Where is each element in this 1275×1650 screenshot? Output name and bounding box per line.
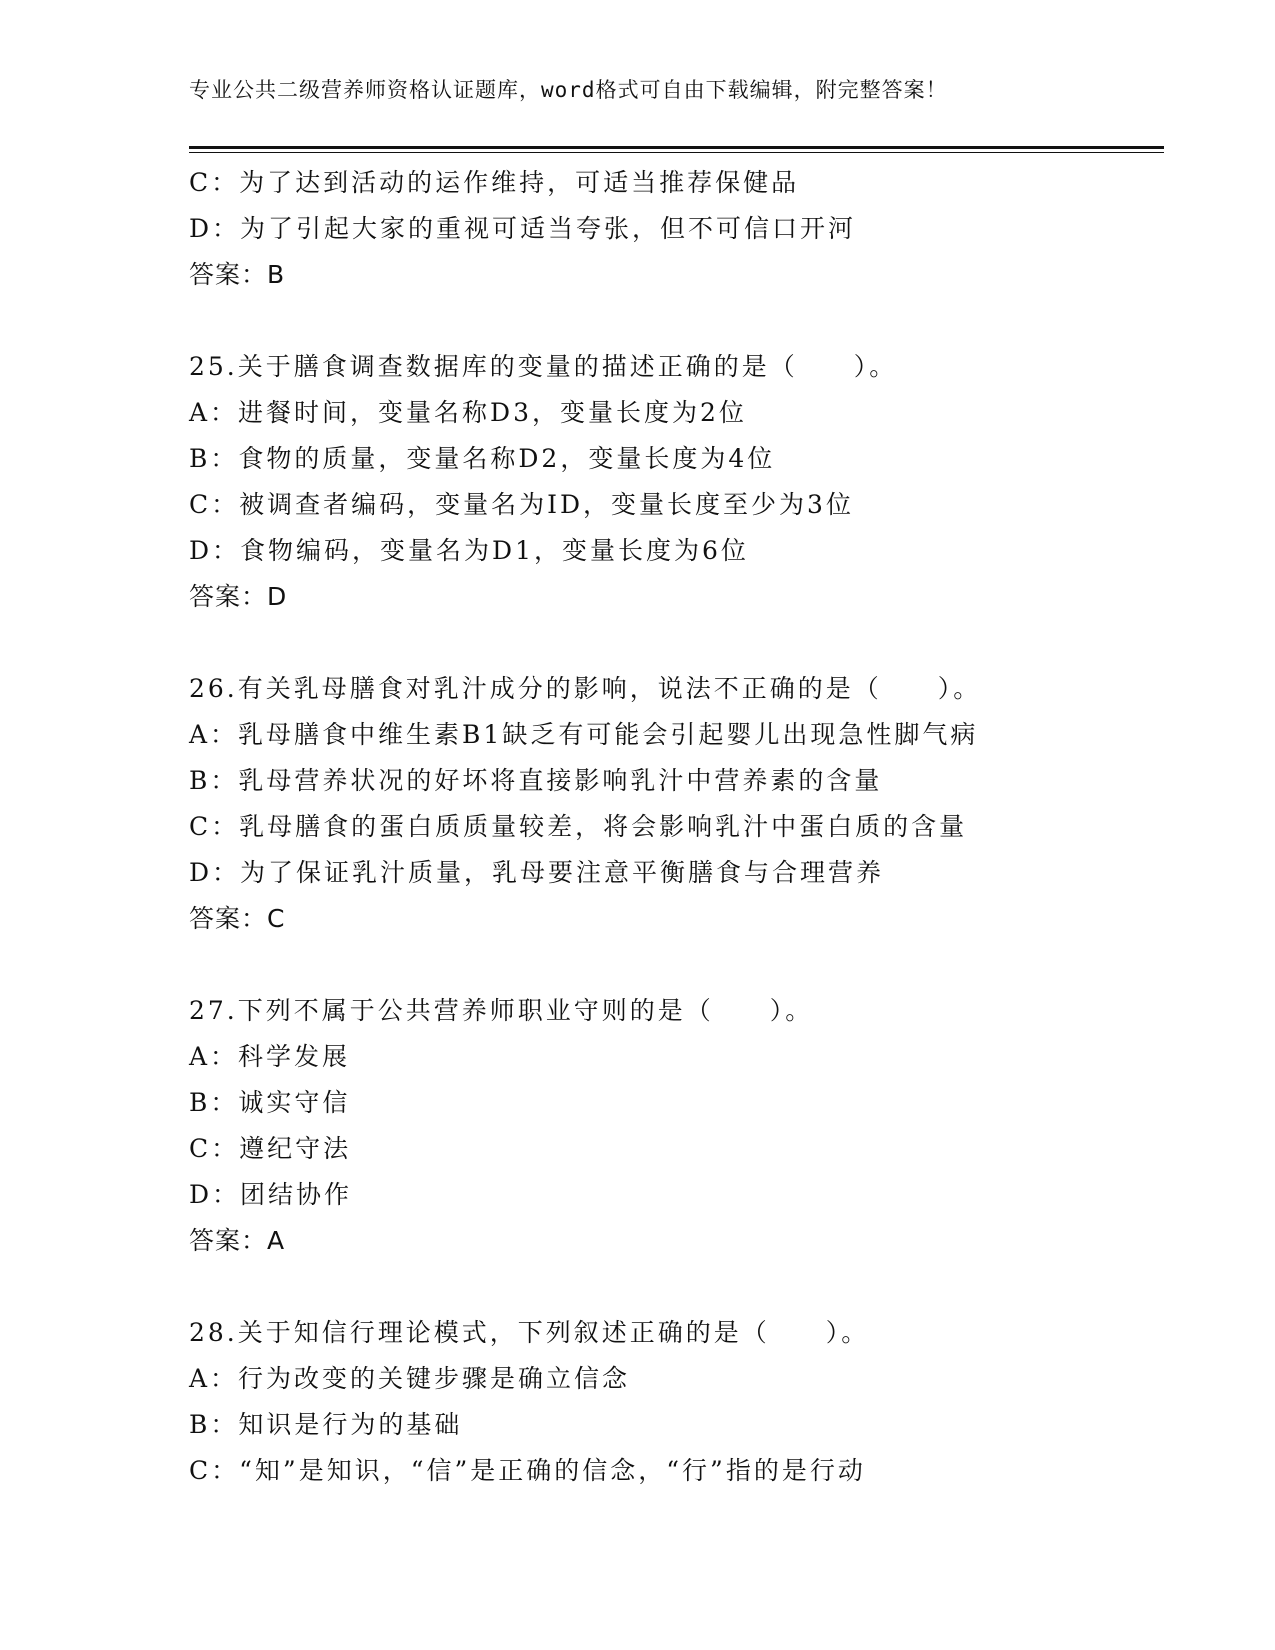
answer: 答案：C [189, 904, 286, 933]
option-b: B：诚实守信 [189, 1088, 351, 1117]
header-rule-thick [189, 146, 1164, 149]
header-rule-thin [189, 152, 1164, 153]
answer: 答案：B [189, 260, 286, 289]
option-b: B：食物的质量，变量名称D2，变量长度为4位 [189, 444, 776, 473]
option-a: A：行为改变的关键步骤是确立信念 [189, 1364, 631, 1393]
question-24-continuation [189, 160, 1164, 298]
option-c: C：为了达到活动的运作维持，可适当推荐保健品 [189, 168, 800, 197]
question-stem: 26.有关乳母膳食对乳汁成分的影响，说法不正确的是（ ）。 [189, 674, 982, 703]
option-d: D：食物编码，变量名为D1，变量长度为6位 [189, 536, 749, 565]
option-c: C：遵纪守法 [189, 1134, 352, 1163]
page-header: 专业公共二级营养师资格认证题库，word格式可自由下载编辑，附完整答案！ [189, 78, 948, 102]
option-a: A：乳母膳食中维生素B1缺乏有可能会引起婴儿出现急性脚气病 [189, 720, 979, 749]
question-content [189, 160, 1164, 1494]
option-c: C：“知”是知识，“信”是正确的信念，“行”指的是行动 [189, 1456, 866, 1485]
answer: 答案：D [189, 582, 288, 611]
question-27 [189, 988, 1164, 1264]
option-c: C：被调查者编码，变量名为ID，变量长度至少为3位 [189, 490, 854, 519]
option-b: B：乳母营养状况的好坏将直接影响乳汁中营养素的含量 [189, 766, 883, 795]
question-25 [189, 344, 1164, 620]
option-c: C：乳母膳食的蛋白质质量较差，将会影响乳汁中蛋白质的含量 [189, 812, 968, 841]
option-b: B：知识是行为的基础 [189, 1410, 463, 1439]
question-stem: 27.下列不属于公共营养师职业守则的是（ ）。 [189, 996, 814, 1025]
option-d: D：为了引起大家的重视可适当夸张，但不可信口开河 [189, 214, 857, 243]
question-28 [189, 1310, 1164, 1494]
option-d: D：团结协作 [189, 1180, 353, 1209]
option-a: A：进餐时间，变量名称D3，变量长度为2位 [189, 398, 747, 427]
question-stem: 25.关于膳食调查数据库的变量的描述正确的是（ ）。 [189, 352, 898, 381]
answer: 答案：A [189, 1226, 286, 1255]
option-a: A：科学发展 [189, 1042, 351, 1071]
question-stem: 28.关于知信行理论模式，下列叙述正确的是（ ）。 [189, 1318, 870, 1347]
question-26 [189, 666, 1164, 942]
option-d: D：为了保证乳汁质量，乳母要注意平衡膳食与合理营养 [189, 858, 885, 887]
